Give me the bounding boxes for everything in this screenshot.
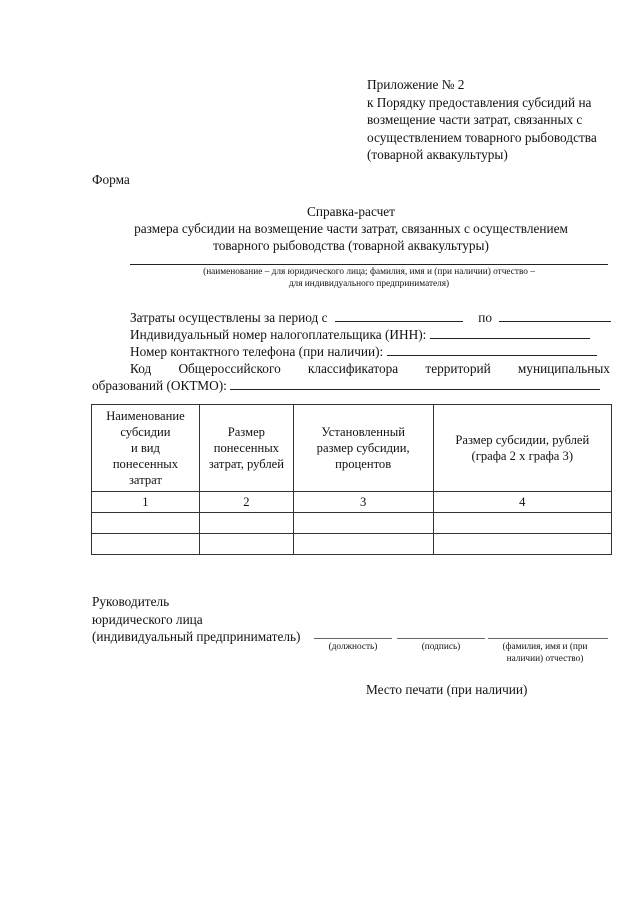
period-from-field[interactable] (335, 309, 463, 322)
appendix-line: осуществлением товарного рыбоводства (367, 129, 597, 145)
form-label: Форма (92, 172, 130, 187)
period-label: Затраты осуществлены за период с (130, 310, 328, 325)
inn-field[interactable] (430, 326, 590, 339)
header-text: затрат (128, 473, 162, 487)
table-row (92, 534, 612, 555)
oktmo-word: муниципальных (517, 361, 610, 376)
position-label: (должность) (328, 642, 378, 652)
appendix-line: возмещение части затрат, связанных с (367, 112, 583, 128)
header-text: Размер (227, 425, 265, 439)
phone-label: Номер контактного телефона (при наличии): (130, 344, 384, 359)
column-number: 3 (293, 492, 433, 513)
table-cell[interactable] (293, 534, 433, 555)
signature-line: (индивидуальный предприниматель) (92, 629, 301, 644)
table-row (92, 513, 612, 534)
column-number: 4 (433, 492, 611, 513)
inn-row (92, 326, 610, 343)
appendix-line: (товарной аквакультуры) (367, 147, 508, 163)
table-cell[interactable] (199, 513, 293, 534)
name-hint-line-2: для индивидуального предпринимателя) (288, 278, 450, 289)
header-text: (графа 2 х графа 3) (471, 449, 574, 463)
full-name-label-line: наличии) отчество) (506, 653, 584, 664)
table-cell[interactable] (433, 534, 611, 555)
header-text: затрат, рублей (208, 457, 284, 471)
appendix-line: к Порядку предоставления субсидий на (367, 94, 592, 110)
header-cell-costs (199, 405, 293, 492)
full-name-label-line: (фамилия, имя и (при (502, 642, 588, 652)
signature-line: юридического лица (92, 611, 203, 627)
oktmo-word: классификатора (307, 361, 399, 376)
period-row (92, 309, 610, 326)
header-text: понесенных (213, 441, 279, 455)
period-to-label: по (478, 310, 492, 325)
oktmo-word: Общероссийского (178, 361, 281, 376)
name-hint-line-1: (наименование – для юридического лица; фамилия, имя и (при наличии) отчество – (203, 267, 535, 277)
header-text: Наименование (106, 409, 185, 423)
fields-block (92, 309, 610, 394)
oktmo-row-2 (92, 377, 610, 394)
signature-field[interactable] (397, 638, 485, 639)
appendix-line: Приложение № 2 (367, 77, 465, 92)
oktmo-field[interactable] (230, 377, 600, 390)
organization-name-hint (130, 267, 608, 290)
oktmo-row (92, 360, 610, 377)
appendix-header (367, 76, 629, 164)
inn-label: Индивидуальный номер налогоплательщика (ИНН): (130, 327, 427, 342)
header-text: субсидии (120, 425, 171, 439)
signature-block (92, 593, 300, 646)
header-text: понесенных (112, 457, 179, 471)
table-cell[interactable] (199, 534, 293, 555)
phone-field[interactable] (387, 343, 597, 356)
header-text: и вид (130, 441, 160, 455)
position-field[interactable] (314, 638, 392, 639)
oktmo-word: территорий (425, 361, 491, 376)
phone-row (92, 343, 610, 360)
title-line-3: товарного рыбоводства (товарной аквакультуры) (213, 238, 489, 253)
stamp-place: Место печати (при наличии) (366, 682, 528, 697)
signature-line: Руководитель (92, 594, 170, 609)
header-cell-subsidy-name (92, 405, 200, 492)
header-text: процентов (335, 457, 392, 471)
period-to-field[interactable] (499, 309, 611, 322)
organization-name-line (130, 264, 608, 265)
table-cell[interactable] (92, 513, 200, 534)
title-line-1: Справка-расчет (307, 204, 395, 219)
title-line-2: размера субсидии на возмещение части затрат, связанных с осуществлением (134, 221, 568, 236)
subsidy-table (91, 404, 612, 555)
table-header-row (92, 405, 612, 492)
table-number-row (92, 492, 612, 513)
column-number: 1 (92, 492, 200, 513)
sign-label: (подпись) (421, 642, 461, 652)
header-cell-subsidy-amount (433, 405, 611, 492)
table-cell[interactable] (293, 513, 433, 534)
header-text: Размер субсидии, рублей (455, 433, 590, 447)
document-title (92, 203, 610, 254)
oktmo-word: Код (130, 361, 152, 376)
header-text: Установленный (321, 425, 405, 439)
header-cell-rate (293, 405, 433, 492)
full-name-field[interactable] (488, 638, 608, 639)
column-number: 2 (199, 492, 293, 513)
full-name-label (482, 642, 608, 665)
header-text: размер субсидии, (316, 441, 410, 455)
oktmo-label: образований (ОКТМО): (92, 378, 227, 393)
table-cell[interactable] (92, 534, 200, 555)
table-cell[interactable] (433, 513, 611, 534)
